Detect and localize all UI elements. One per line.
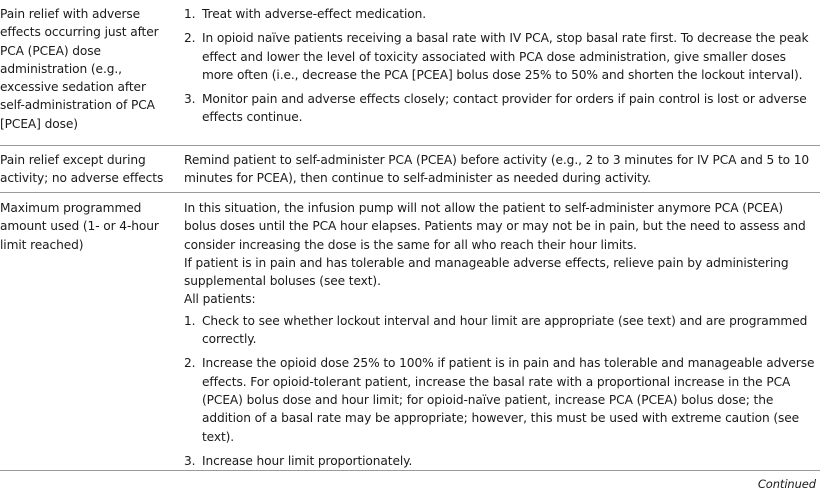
problem-cell: Pain relief with adverse effects occurring just after PCA (PCEA) dose administration (e.g., excessive sedation after self-administration of PCA [PCEA] dose): [0, 7, 159, 131]
intervention-cell: [184, 5, 816, 127]
list-item: [184, 452, 816, 470]
step-number: 1.: [184, 7, 196, 21]
step-number: 2.: [184, 31, 196, 46]
step-number: 3.: [184, 92, 196, 107]
problem-cell: Maximum programmed amount used (1- or 4-hour limit reached): [0, 201, 159, 252]
step-text: Treat with adverse-effect medication.: [202, 7, 427, 21]
list-item: [184, 90, 816, 127]
list-item: [184, 312, 816, 349]
row-divider: [0, 145, 820, 146]
step-number: 2.: [184, 356, 196, 371]
step-text: Increase hour limit proportionately.: [202, 453, 413, 468]
step-text: Increase the opioid dose 25% to 100% if patient is in pain and has tolerable and manageable adverse effects. For opioid-tolerant patient, increase the basal rate with a proportional increase in the PCA (PCEA) bolus dose and hour limit; for opioid-naïve patient, increase PCA (PCEA) bolus dose; the addition of a basal rate may be appropriate; however, this must be used with extreme caution (see text).: [202, 356, 815, 444]
list-item: [184, 5, 816, 23]
step-list: [184, 312, 816, 470]
row-divider: [0, 192, 820, 193]
list-item: [184, 354, 816, 445]
intervention-text: Remind patient to self-administer PCA (PCEA) before activity (e.g., 2 to 3 minutes for IV PCA and 5 to 10 minutes for PCEA), then continue to self-administer as needed during activity.: [184, 153, 810, 186]
step-number: 1.: [184, 313, 196, 328]
row-divider: [0, 470, 820, 471]
step-text: Check to see whether lockout interval and hour limit are appropriate (see text) and are programmed correctly.: [202, 313, 808, 347]
problem-cell: Pain relief except during activity; no adverse effects: [0, 153, 164, 186]
step-number: 3.: [184, 453, 196, 468]
intervention-paragraph: In this situation, the infusion pump will not allow the patient to self-administer anymore PCA (PCEA) bolus doses until the PCA hour elapses. Patients may or may not be in pain, but the need to assess and consider increasing the dose is the same for all who reach their hour limits.: [184, 201, 806, 252]
step-text: In opioid naïve patients receiving a basal rate with IV PCA, stop basal rate first. To decrease the peak effect and lower the level of toxicity associated with PCA dose administration, give smaller doses more often (i.e., decrease the PCA [PCEA] bolus dose 25% to 50% and shorten the lockout interval).: [202, 31, 809, 82]
list-item: [184, 29, 816, 84]
continued-label: Continued: [757, 477, 816, 491]
step-text: Monitor pain and adverse effects closely; contact provider for orders if pain control is lost or adverse effects continue.: [202, 92, 807, 125]
intervention-paragraph: All patients:: [184, 292, 256, 307]
intervention-paragraph: If patient is in pain and has tolerable and manageable adverse effects, relieve pain by administering supplemental boluses (see text).: [184, 255, 789, 289]
step-list: [184, 5, 816, 127]
intervention-cell: [184, 199, 816, 470]
intervention-cell: [184, 151, 816, 188]
